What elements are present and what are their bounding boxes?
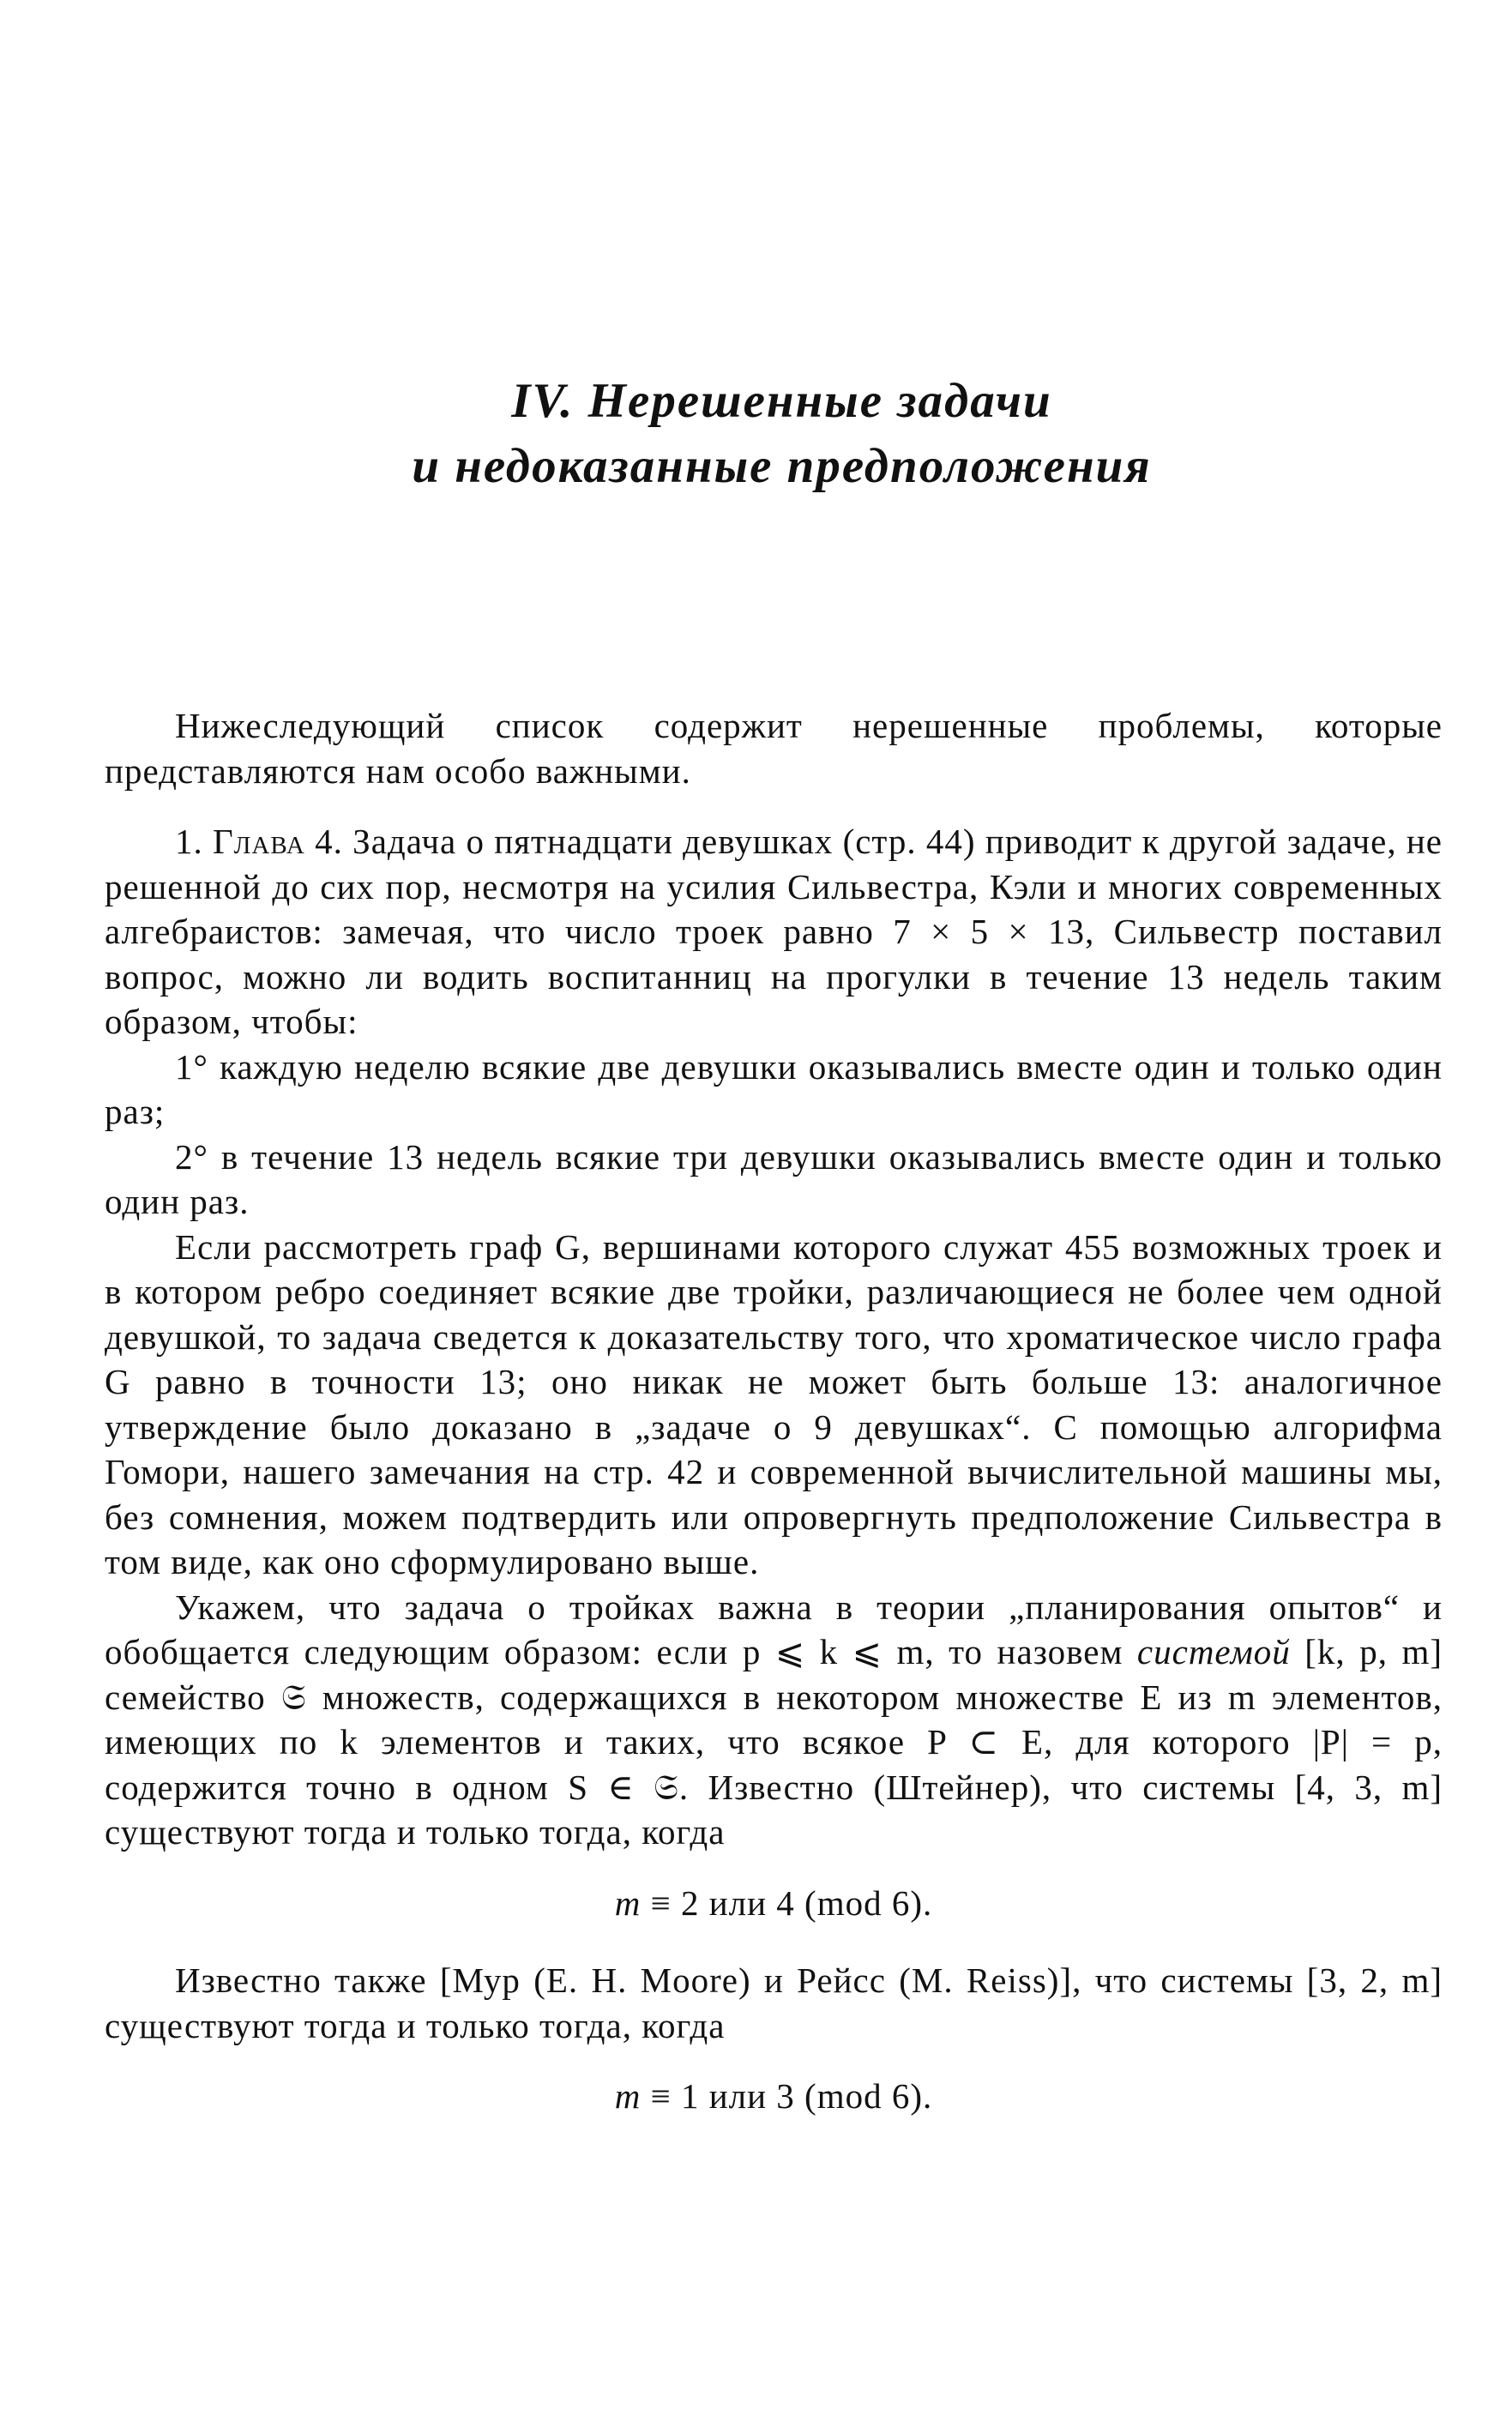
systems-paragraph xyxy=(105,1585,1443,1855)
formula-congruence: ≡ 1 или 3 (mod 6). xyxy=(641,2076,933,2116)
body-text xyxy=(105,703,1443,2152)
formula-variable: m xyxy=(614,2076,642,2116)
item-1-paragraph xyxy=(105,819,1443,1045)
intro-paragraph: Нижеследующий список содержит нерешенные проблемы, которые представляются нам особо важными. xyxy=(105,706,1443,791)
item-number: 1. xyxy=(175,822,203,861)
chapter-title xyxy=(0,369,1512,499)
moore-paragraph: Известно также [Мур (E. H. Moore) и Рейсс (M. Reiss)], что системы [3, 2, m] существуют тогда и только тогда, когда xyxy=(105,1960,1443,2045)
chapter-reference: Глава 4. xyxy=(213,822,343,861)
formula-variable: m xyxy=(614,1882,642,1923)
title-line-2: и недоказанные предположения xyxy=(412,439,1152,493)
condition-2: 2° в течение 13 недель всякие три девушки оказывались вместе один и только один раз. xyxy=(105,1136,1443,1221)
graph-paragraph: Если рассмотреть граф G, вершинами которого служат 455 возможных троек и в котором ребро соединяет всякие две тройки, различающиеся не более чем одной девушкой, то задача сведется к доказательству того, что хроматическое число графа G равно в точности 13; оно никак не может быть больше 13: аналогичное утверждение было доказано в „задаче о 9 девушках“. С помощью алгорифма Гомори, нашего замечания на стр. 42 и современной вычислительной машины мы, без сомнения, можем подтвердить или опровергнуть предположение Сильвестра в том виде, как оно сформулировано выше. xyxy=(105,1226,1443,1581)
title-line-1: IV. Нерешенные задачи xyxy=(511,374,1052,428)
systems-text-before: Укажем, что задача о тройках важна в теории „планирования опытов“ и обобщается следующим образом: если p ⩽ k ⩽ m, то назовем xyxy=(105,1587,1443,1671)
item-1-text: Задача о пятнадцати девушках (стр. 44) приводит к другой задаче, не решенной до сих пор, несмотря на усилия Сильвестра, Кэли и многих современных алгебраистов: замечая, что число троек равно 7 × 5 × 13, Сильвестр поставил вопрос, можно ли водить воспитанниц на прогулки в течение 13 недель таким образом, чтобы: xyxy=(105,822,1443,1041)
formula-steiner xyxy=(105,1881,1443,1926)
formula-congruence: ≡ 2 или 4 (mod 6). xyxy=(641,1882,933,1923)
systems-text-after: [k, p, m] семейство 𝔖 множеств, содержащихся в некотором множестве E из m элементов, имеющих по k элементов и таких, что всякое P ⊂ E, для которого |P| = p, содержится точно в одном S ∈ 𝔖. Известно (Штейнер), что системы [4, 3, m] существуют тогда и только тогда, когда xyxy=(105,1632,1443,1852)
systems-term: системой xyxy=(1136,1632,1291,1671)
formula-moore xyxy=(105,2074,1443,2119)
condition-1: 1° каждую неделю всякие две девушки оказывались вместе один и только один раз; xyxy=(105,1046,1443,1131)
